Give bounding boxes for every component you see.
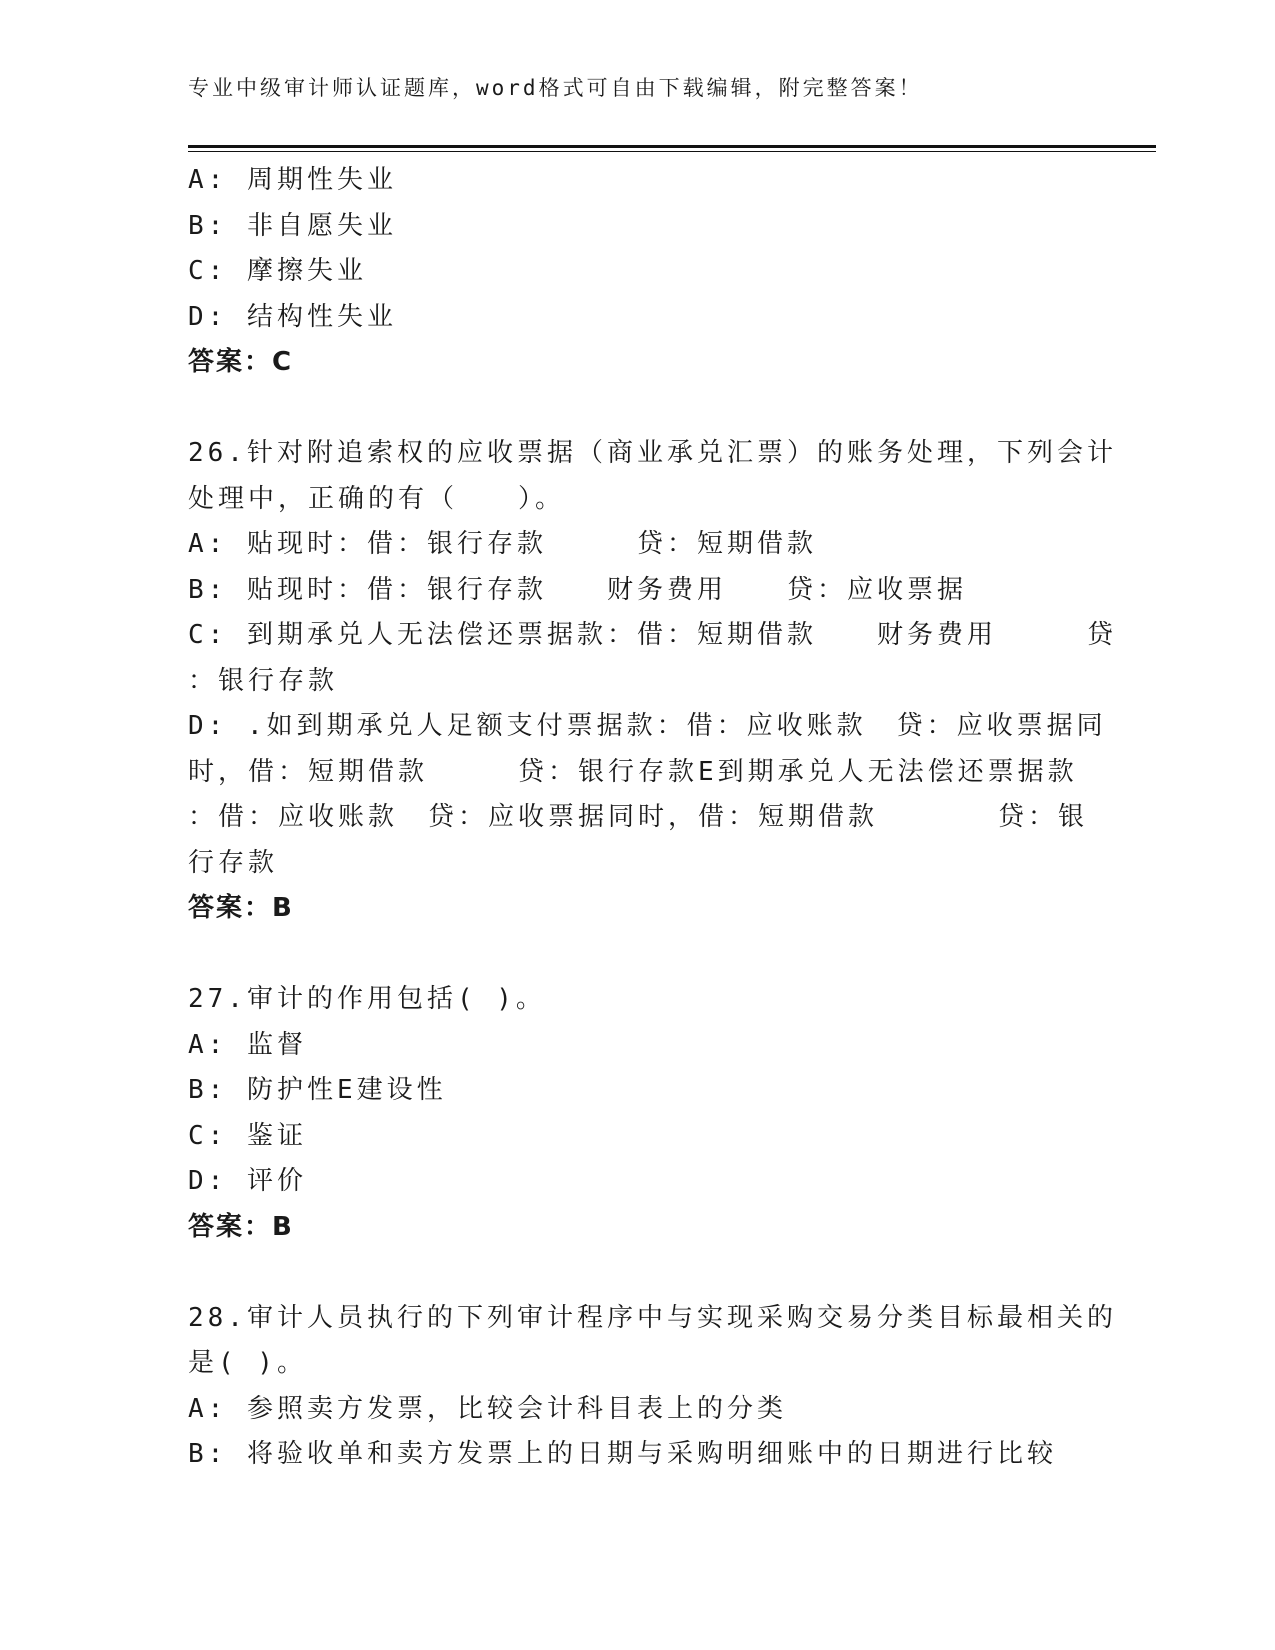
option-b: B: 非自愿失业 <box>188 210 397 241</box>
option-a: A: 贴现时：借：银行存款 贷：短期借款 <box>188 529 817 559</box>
option-d: D: 评价 <box>188 1166 307 1196</box>
option-c: C: 鉴证 <box>188 1120 307 1151</box>
question-26 <box>188 431 1117 932</box>
option-d-cont: 时，借：短期借款 贷：银行存款E到期承兑人无法偿还票据款 <box>188 756 1078 787</box>
answer: 答案：B <box>188 1211 294 1242</box>
option-d-cont: ：借：应收账款 贷：应收票据同时，借：短期借款 贷：银 <box>188 802 1089 832</box>
option-a: A: 监督 <box>188 1029 307 1060</box>
page-header: 专业中级审计师认证题库，word格式可自由下载编辑，附完整答案！ <box>188 76 923 100</box>
option-c: C: 摩擦失业 <box>188 256 367 286</box>
option-d-cont: 行存款 <box>188 847 279 878</box>
question-stem: 处理中，正确的有（ ）。 <box>188 483 566 514</box>
header-rule-thin <box>188 151 1156 152</box>
option-b: B: 将验收单和卖方发票上的日期与采购明细账中的日期进行比较 <box>188 1439 1057 1469</box>
header-rule-thick <box>188 145 1156 148</box>
option-c: C: 到期承兑人无法偿还票据款：借：短期借款 财务费用 贷 <box>188 620 1117 650</box>
question-stem: 27.审计的作用包括( )。 <box>188 984 546 1014</box>
question-27 <box>188 977 1068 1250</box>
question-stem: 26.针对附追索权的应收票据（商业承兑汇票）的账务处理，下列会计 <box>188 438 1117 468</box>
question-25 <box>188 158 1068 386</box>
option-b: B: 贴现时：借：银行存款 财务费用 贷：应收票据 <box>188 574 967 605</box>
question-stem: 是( )。 <box>188 1348 307 1378</box>
option-a: A: 参照卖方发票，比较会计科目表上的分类 <box>188 1393 787 1424</box>
option-d: D: .如到期承兑人足额支付票据款：借：应收账款 贷：应收票据同 <box>188 711 1107 741</box>
question-stem: 28.审计人员执行的下列审计程序中与实现采购交易分类目标最相关的 <box>188 1302 1117 1333</box>
answer: 答案：B <box>188 893 294 923</box>
document-body <box>188 158 1117 1478</box>
option-a: A: 周期性失业 <box>188 165 397 195</box>
answer: 答案：C <box>188 347 294 377</box>
option-d: D: 结构性失业 <box>188 301 397 332</box>
question-28 <box>188 1296 1117 1478</box>
option-c-cont: ：银行存款 <box>188 665 339 696</box>
option-b: B: 防护性E建设性 <box>188 1075 447 1105</box>
